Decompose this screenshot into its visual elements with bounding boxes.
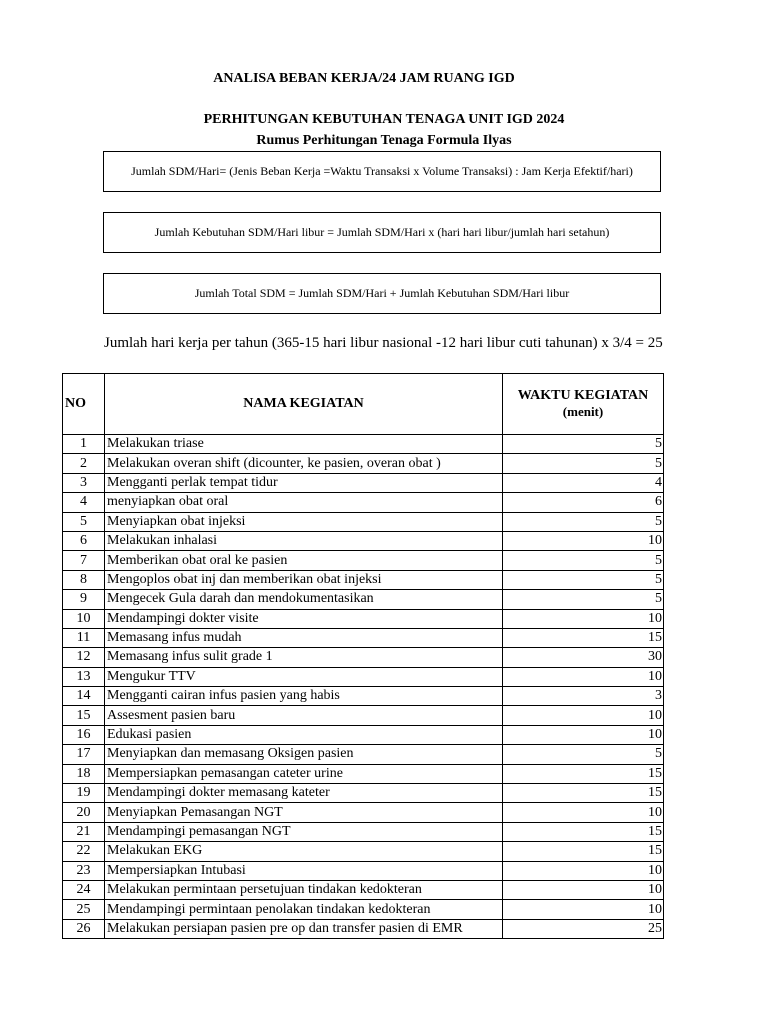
activity-name: Mengganti perlak tempat tidur [105, 473, 503, 492]
activity-name: Mengoplos obat inj dan memberikan obat injeksi [105, 570, 503, 589]
table-header-row [63, 374, 664, 435]
table-row [63, 784, 664, 803]
activity-name: Melakukan inhalasi [105, 531, 503, 550]
activity-name: Mendampingi dokter memasang kateter [105, 784, 503, 803]
row-number: 8 [63, 570, 105, 589]
activity-time: 10 [503, 725, 664, 744]
table-row [63, 919, 664, 938]
table-row [63, 454, 664, 473]
formula-text: Jumlah SDM/Hari= (Jenis Beban Kerja =Waktu Transaksi x Volume Transaksi) : Jam Kerja Efektif/hari) [131, 164, 633, 178]
row-number: 11 [63, 628, 105, 647]
activity-name: Melakukan EKG [105, 842, 503, 861]
row-number: 19 [63, 784, 105, 803]
activity-name: Menyiapkan Pemasangan NGT [105, 803, 503, 822]
table-row [63, 590, 664, 609]
activity-name: Mendampingi pemasangan NGT [105, 822, 503, 841]
activity-name: Memasang infus mudah [105, 628, 503, 647]
table-row [63, 512, 664, 531]
activity-name: Melakukan permintaan persetujuan tindakan kedokteran [105, 880, 503, 899]
row-number: 3 [63, 473, 105, 492]
row-number: 21 [63, 822, 105, 841]
table-row [63, 531, 664, 550]
activity-time: 25 [503, 919, 664, 938]
activity-time: 6 [503, 493, 664, 512]
row-number: 6 [63, 531, 105, 550]
row-number: 7 [63, 551, 105, 570]
activity-time: 5 [503, 745, 664, 764]
row-number: 24 [63, 880, 105, 899]
activity-name: Memasang infus sulit grade 1 [105, 648, 503, 667]
table-row [63, 706, 664, 725]
table-row [63, 842, 664, 861]
row-number: 1 [63, 435, 105, 454]
table-row [63, 551, 664, 570]
activity-name: Menyiapkan obat injeksi [105, 512, 503, 531]
activity-time: 10 [503, 880, 664, 899]
activity-name: Mempersiapkan pemasangan cateter urine [105, 764, 503, 783]
row-number: 4 [63, 493, 105, 512]
formula-text: Jumlah Kebutuhan SDM/Hari libur = Jumlah SDM/Hari x (hari hari libur/jumlah hari setahun) [154, 225, 610, 239]
formula-box-1 [103, 151, 661, 192]
table-row [63, 473, 664, 492]
formula-box-2 [103, 212, 661, 253]
activity-time: 5 [503, 570, 664, 589]
row-number: 14 [63, 687, 105, 706]
activity-time: 10 [503, 803, 664, 822]
row-number: 17 [63, 745, 105, 764]
row-number: 20 [63, 803, 105, 822]
table-row [63, 725, 664, 744]
header-time-unit: (menit) [562, 404, 604, 419]
activity-name: menyiapkan obat oral [105, 493, 503, 512]
activity-table [62, 373, 664, 939]
activity-name: Mengecek Gula darah dan mendokumentasikan [105, 590, 503, 609]
table-row [63, 628, 664, 647]
activity-time: 30 [503, 648, 664, 667]
table-row [63, 570, 664, 589]
table-row [63, 880, 664, 899]
row-number: 18 [63, 764, 105, 783]
table-row [63, 861, 664, 880]
activity-time: 10 [503, 531, 664, 550]
activity-name: Memberikan obat oral ke pasien [105, 551, 503, 570]
working-days-note: Jumlah hari kerja per tahun (365-15 hari libur nasional -12 hari libur cuti tahunan) x 3/4 = 25 [104, 335, 663, 351]
table-row [63, 803, 664, 822]
activity-name: Menyiapkan dan memasang Oksigen pasien [105, 745, 503, 764]
activity-name: Melakukan triase [105, 435, 503, 454]
formula-box-3 [103, 273, 661, 314]
row-number: 12 [63, 648, 105, 667]
activity-time: 10 [503, 667, 664, 686]
activity-time: 15 [503, 628, 664, 647]
activity-time: 5 [503, 590, 664, 609]
activity-time: 15 [503, 842, 664, 861]
table-body [63, 435, 664, 939]
row-number: 23 [63, 861, 105, 880]
formula-text: Jumlah Total SDM = Jumlah SDM/Hari + Jumlah Kebutuhan SDM/Hari libur [194, 286, 570, 300]
row-number: 22 [63, 842, 105, 861]
table-row [63, 900, 664, 919]
table-row [63, 764, 664, 783]
header-time-label: WAKTU KEGIATAN [517, 388, 649, 403]
activity-time: 4 [503, 473, 664, 492]
document-title: ANALISA BEBAN KERJA/24 JAM RUANG IGD [213, 71, 515, 86]
table-row [63, 687, 664, 706]
activity-name: Melakukan persiapan pasien pre op dan transfer pasien di EMR [105, 919, 503, 938]
header-time [503, 374, 664, 435]
header-name: NAMA KEGIATAN [105, 374, 503, 435]
table-row [63, 745, 664, 764]
activity-name: Mendampingi permintaan penolakan tindakan kedokteran [105, 900, 503, 919]
activity-name: Melakukan overan shift (dicounter, ke pasien, overan obat ) [105, 454, 503, 473]
activity-time: 15 [503, 822, 664, 841]
activity-time: 15 [503, 784, 664, 803]
activity-time: 10 [503, 861, 664, 880]
activity-name: Edukasi pasien [105, 725, 503, 744]
activity-time: 5 [503, 512, 664, 531]
row-number: 5 [63, 512, 105, 531]
table-row [63, 435, 664, 454]
row-number: 10 [63, 609, 105, 628]
row-number: 2 [63, 454, 105, 473]
activity-time: 5 [503, 551, 664, 570]
activity-time: 10 [503, 609, 664, 628]
activity-name: Assesment pasien baru [105, 706, 503, 725]
activity-time: 15 [503, 764, 664, 783]
activity-name: Mempersiapkan Intubasi [105, 861, 503, 880]
formula-heading: Rumus Perhitungan Tenaga Formula Ilyas [256, 133, 512, 148]
activity-time: 3 [503, 687, 664, 706]
activity-time: 5 [503, 435, 664, 454]
activity-name: Mengganti cairan infus pasien yang habis [105, 687, 503, 706]
row-number: 25 [63, 900, 105, 919]
row-number: 9 [63, 590, 105, 609]
activity-name: Mendampingi dokter visite [105, 609, 503, 628]
activity-time: 10 [503, 900, 664, 919]
row-number: 13 [63, 667, 105, 686]
activity-name: Mengukur TTV [105, 667, 503, 686]
activity-time: 5 [503, 454, 664, 473]
table-row [63, 667, 664, 686]
row-number: 16 [63, 725, 105, 744]
table-row [63, 822, 664, 841]
header-no: NO [63, 374, 105, 435]
row-number: 26 [63, 919, 105, 938]
table-row [63, 609, 664, 628]
activity-time: 10 [503, 706, 664, 725]
row-number: 15 [63, 706, 105, 725]
table-row [63, 648, 664, 667]
table-row [63, 493, 664, 512]
document-subtitle: PERHITUNGAN KEBUTUHAN TENAGA UNIT IGD 2024 [203, 112, 565, 127]
